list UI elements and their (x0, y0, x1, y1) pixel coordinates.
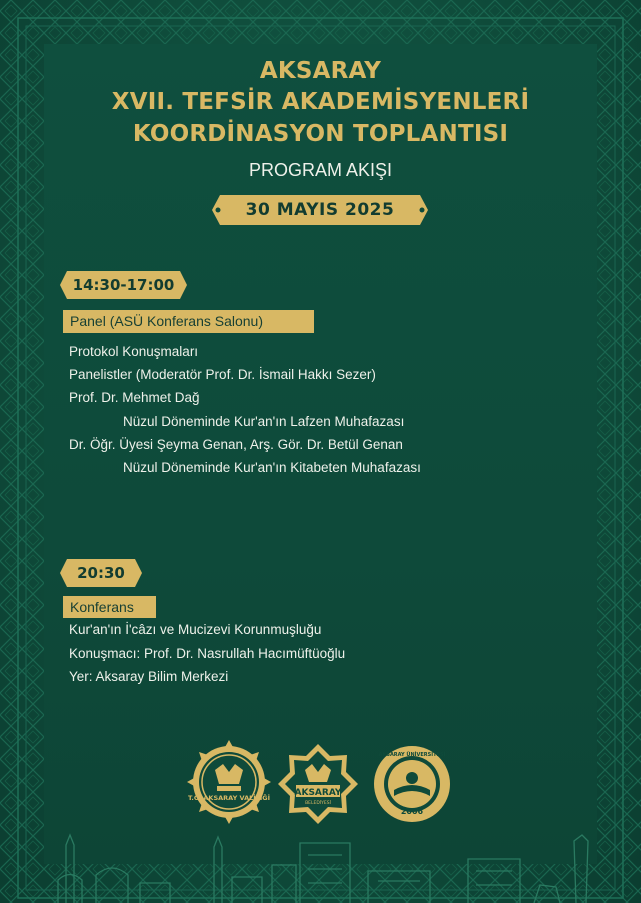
session-1-line-4: Nüzul Döneminde Kur'an'ın Lafzen Muhafazası (123, 414, 405, 429)
session-1-line-2: Panelistler (Moderatör Prof. Dr. İsmail Hakkı Sezer) (69, 367, 376, 382)
university-logo-name: AKSARAY ÜNİVERSİTESİ (378, 752, 446, 758)
valilik-logo (187, 740, 271, 824)
session-2-line-1: Kur'an'ın İ'câzı ve Mucizevi Korunmuşluğu (69, 622, 322, 637)
session-2-line-3: Yer: Aksaray Bilim Merkezi (69, 669, 229, 684)
program-subtitle: PROGRAM AKIŞI (248, 160, 393, 180)
title-line-3: KOORDİNASYON TOPLANTISI (132, 121, 509, 147)
valilik-logo-text: T.C. AKSARAY VALİLİĞİ (187, 794, 271, 802)
session-2-label: Konferans (63, 596, 156, 618)
session-2-line-2: Konuşmacı: Prof. Dr. Nasrullah Hacımüftüoğlu (69, 646, 346, 661)
belediye-logo-sub: BELEDİYESİ (305, 801, 331, 806)
session-2-time: 20:30 (77, 564, 125, 582)
session-1-time: 14:30-17:00 (72, 276, 175, 294)
logo-row (0, 740, 641, 835)
title-line-2: XVII. TEFSİR AKADEMİSYENLERİ (111, 89, 530, 115)
session-1-label: Panel (ASÜ Konferans Salonu) (63, 310, 314, 333)
belediye-logo (278, 744, 358, 824)
university-logo-year: 2006 (400, 807, 424, 816)
session-1-line-1: Protokol Konuşmaları (69, 344, 199, 359)
event-date: 30 MAYIS 2025 (245, 200, 395, 220)
belediye-logo-name: AKSARAY (294, 788, 342, 798)
session-1-line-3: Prof. Dr. Mehmet Dağ (69, 390, 200, 405)
session-1-line-6: Nüzul Döneminde Kur'an'ın Kitabeten Muhafazası (123, 460, 421, 475)
session-1-line-5: Dr. Öğr. Üyesi Şeyma Genan, Arş. Gör. Dr. Betül Genan (69, 437, 403, 452)
title-line-1: AKSARAY (259, 58, 382, 84)
city-skyline (0, 825, 641, 903)
